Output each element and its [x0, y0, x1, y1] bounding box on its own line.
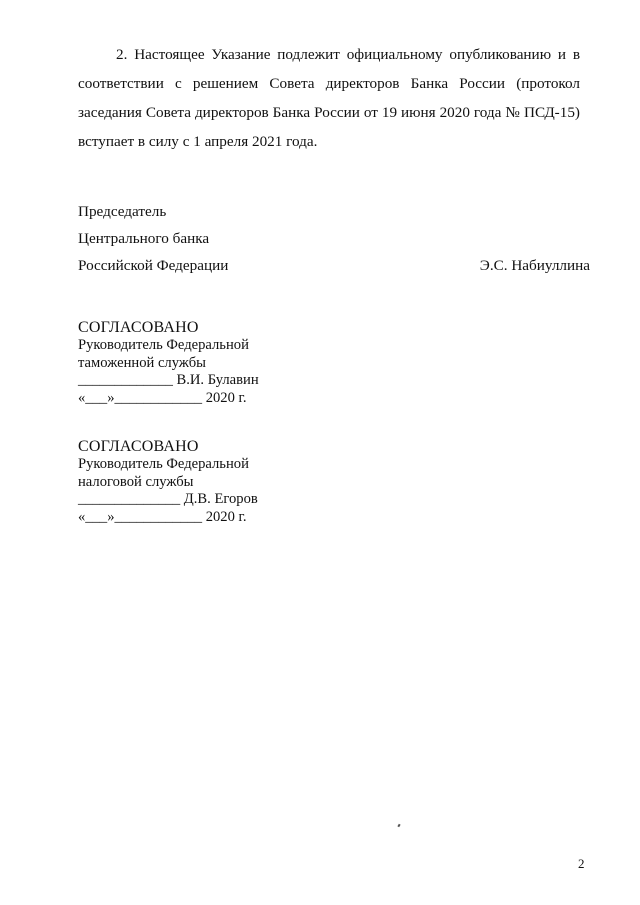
agreement-title: СОГЛАСОВАНО — [78, 438, 199, 455]
agreement-title: СОГЛАСОВАНО — [78, 319, 199, 336]
agreement-role-line-1: Руководитель Федеральной — [78, 337, 249, 353]
agreement-role-line-1: Руководитель Федеральной — [78, 456, 249, 472]
agreement-block-customs — [78, 318, 408, 407]
agreement-date-line: «___»____________ 2020 г. — [78, 389, 247, 406]
agreement-role-line-2: налоговой службы — [78, 473, 194, 490]
signatory-title-line-2: Центрального банка — [78, 230, 210, 247]
agreement-signature-line: ______________ Д.В. Егоров — [78, 491, 258, 507]
signatory-name: Э.С. Набиуллина — [479, 257, 590, 274]
paragraph-clause-2: 2. Настоящее Указание подлежит официальному опубликованию и в соответствии с решением Совета директоров Банка России (протокол заседания Совета директоров Банка России от 19 июня 2020 года № ПСД-15) вступает в силу с 1 апреля 2021 года. — [78, 46, 580, 150]
signatory-title-line-1: Председатель — [78, 203, 167, 220]
page-number: 2 — [578, 856, 585, 871]
agreement-date-line: «___»____________ 2020 г. — [78, 508, 247, 525]
agreement-role-line-2: таможенной службы — [78, 354, 206, 371]
signatory-title-line-3: Российской Федерации — [78, 257, 229, 274]
agreement-block-tax — [78, 437, 408, 526]
agreement-signature-line: _____________ В.И. Булавин — [78, 372, 259, 388]
scan-speck — [397, 824, 400, 828]
